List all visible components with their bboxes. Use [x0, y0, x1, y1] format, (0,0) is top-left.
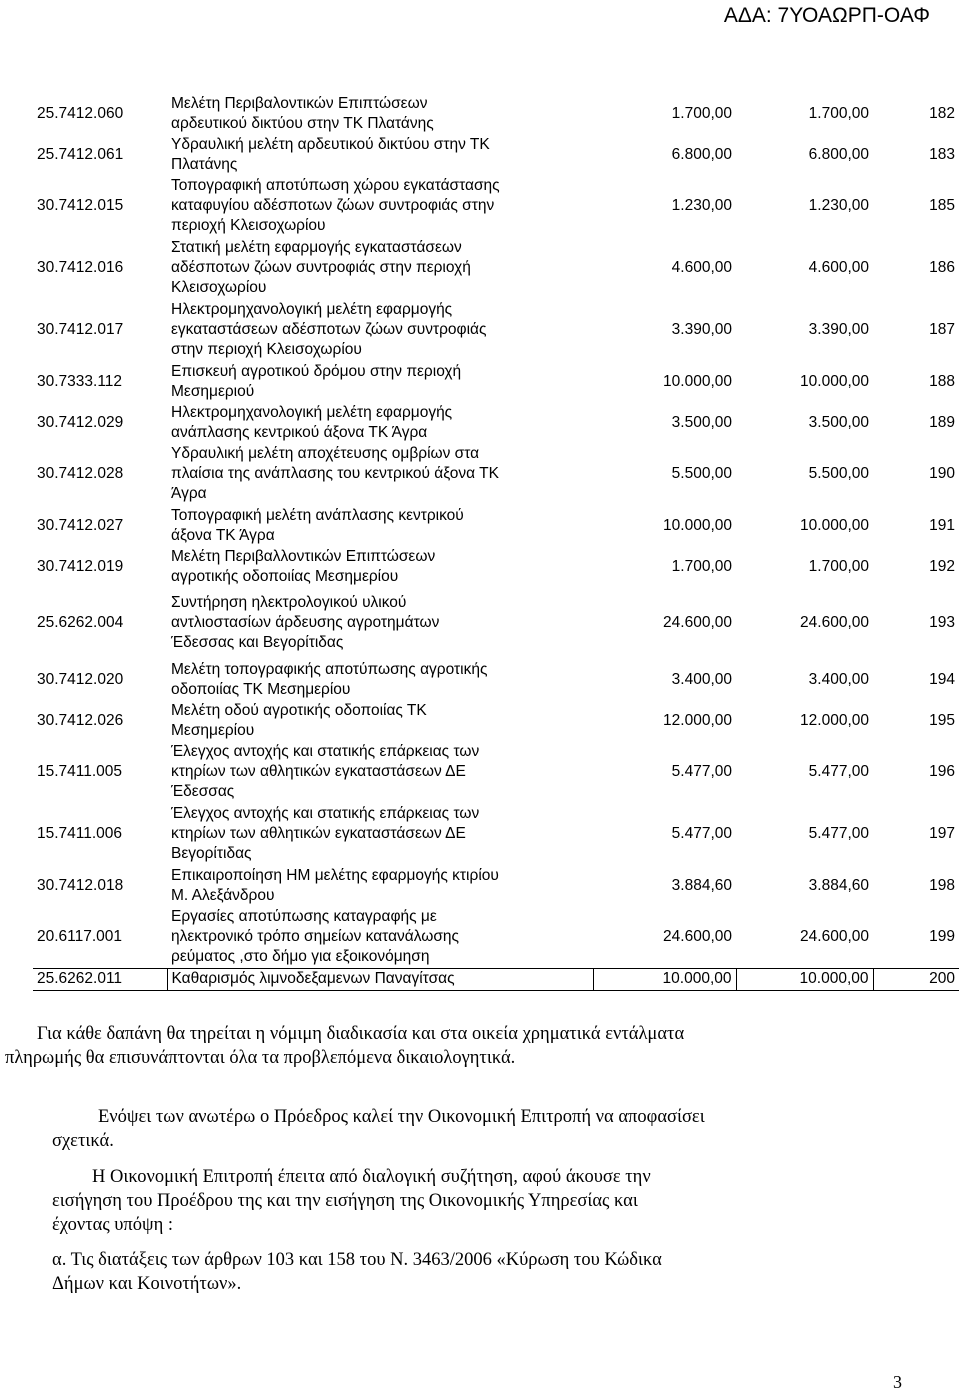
table-row	[33, 237, 959, 299]
description-line: Τοπογραφική αποτύπωση χώρου εγκατάστασης	[171, 177, 500, 194]
row-number: 187	[929, 321, 955, 338]
amount-cell: 5.477,00	[808, 825, 869, 842]
description-cell	[167, 906, 593, 968]
amount-cell: 10.000,00	[593, 968, 736, 990]
description-line: περιοχή Κλεισοχωρίου	[171, 217, 326, 234]
amount-cell: 10.000,00	[800, 372, 869, 390]
paragraph-president-call	[52, 1105, 910, 1153]
description-line: Τοπογραφική μελέτη ανάπλασης κεντρικού	[171, 506, 464, 524]
description-line: Στατική μελέτη εφαρμογής εγκαταστάσεων	[171, 239, 462, 256]
description-line: Εργασίες αποτύπωσης καταγραφής με	[171, 907, 437, 925]
description-line: Έδεσσας και Βεγορίτιδας	[171, 634, 344, 651]
account-code: 15.7411.005	[37, 763, 123, 780]
description-line: Επισκευή αγροτικού δρόμου στην περιοχή	[171, 362, 462, 380]
row-number: 195	[929, 711, 955, 729]
description-cell	[167, 803, 593, 865]
description-cell	[167, 175, 593, 237]
table-row	[33, 505, 959, 546]
paragraph-line: σχετικά.	[52, 1131, 114, 1151]
description-line: ηλεκτρονικό τρόπο σημείων κατανάλωσης	[171, 927, 460, 945]
account-code: 15.7411.006	[37, 825, 123, 842]
description-line: Κλεισοχωρίου	[171, 279, 267, 296]
row-number: 192	[929, 557, 955, 575]
description-line: Μεσημεριού	[171, 382, 255, 400]
description-line: Μελέτη οδού αγροτικής οδοποιίας ΤΚ	[171, 701, 427, 719]
description-cell	[167, 402, 593, 443]
description-line: αδέσποτων ζώων συντροφιάς στην περιοχή	[171, 259, 471, 276]
amount-cell: 3.884,60	[671, 876, 732, 894]
description-cell	[167, 93, 593, 134]
description-line: Μελέτη τοπογραφικής αποτύπωσης αγροτικής	[171, 660, 488, 678]
description-cell	[167, 443, 593, 505]
account-code: 30.7412.027	[37, 516, 124, 534]
account-code: 30.7412.018	[37, 876, 124, 894]
description-cell	[167, 659, 593, 700]
description-cell	[167, 546, 593, 587]
account-code: 30.7412.017	[37, 321, 124, 338]
amount-cell: 5.500,00	[671, 465, 732, 482]
amount-cell: 24.600,00	[663, 927, 732, 945]
amount-cell: 24.600,00	[663, 614, 732, 631]
paragraph-line: Η Οικονομική Επιτροπή έπειτα από διαλογική συζήτηση, αφού άκουσε την	[92, 1167, 651, 1187]
amount-cell: 10.000,00	[663, 372, 732, 390]
description-cell	[167, 299, 593, 361]
account-code: 30.7333.112	[37, 372, 123, 390]
amount-cell: 1.230,00	[671, 197, 732, 214]
paragraph-line: Για κάθε δαπάνη θα τηρείται η νόμιμη διαδικασία και στα οικεία χρηματικά εντάλματα	[37, 1024, 685, 1044]
amount-cell: 10.000,00	[663, 516, 732, 534]
amount-cell: 5.477,00	[671, 763, 732, 780]
amount-cell: 3.500,00	[671, 413, 732, 431]
account-code: 30.7412.026	[37, 711, 124, 729]
table-row	[33, 865, 959, 906]
row-number: 190	[929, 465, 955, 482]
row-number: 188	[929, 372, 955, 390]
table-row	[33, 93, 959, 134]
row-number: 193	[929, 614, 955, 631]
description-line: Βεγορίτιδας	[171, 845, 252, 862]
description-line: Έδεσσας	[171, 783, 235, 800]
amount-cell: 3.500,00	[808, 413, 869, 431]
amount-cell: 1.700,00	[808, 104, 869, 122]
description-line: Μ. Αλεξάνδρου	[171, 886, 275, 904]
table-row	[33, 299, 959, 361]
paragraph-committee-decision	[52, 1165, 910, 1237]
description-line: Συντήρηση ηλεκτρολογικού υλικού	[171, 594, 407, 611]
amount-cell: 5.477,00	[671, 825, 732, 842]
description-line: πλαίσια της ανάπλασης του κεντρικού άξονα ΤΚ	[171, 465, 499, 482]
description-line: κτηρίων των αθλητικών εγκαταστάσεων ΔΕ	[171, 763, 466, 780]
description-line: Επικαιροποίηση ΗΜ μελέτης εφαρμογής κτιρίου	[171, 866, 499, 884]
table-row	[33, 803, 959, 865]
amount-cell: 10.000,00	[800, 516, 869, 534]
account-code: 30.7412.028	[37, 465, 124, 482]
amount-cell: 3.884,60	[808, 876, 869, 894]
row-number: 194	[929, 670, 955, 688]
description-line: Άγρα	[171, 485, 207, 502]
description-line: Μελέτη Περιβαλλοντικών Επιπτώσεων	[171, 547, 436, 565]
account-code: 25.6262.004	[37, 614, 124, 631]
amount-cell: 1.700,00	[808, 557, 869, 575]
description-line: Καθαρισμός λιμνοδεξαμενων Παναγίτσας	[171, 970, 455, 987]
page-number: 3	[893, 1372, 902, 1392]
description-cell	[167, 587, 593, 659]
row-number: 197	[929, 825, 955, 842]
description-line: Έλεγχος αντοχής και στατικής επάρκειας των	[171, 743, 480, 760]
table-row	[33, 175, 959, 237]
table-row	[33, 906, 959, 968]
description-cell	[167, 968, 593, 990]
description-cell	[167, 741, 593, 803]
amount-cell: 10.000,00	[736, 968, 873, 990]
table-row	[33, 402, 959, 443]
row-number: 185	[929, 197, 955, 214]
table-row	[33, 700, 959, 741]
table-row	[33, 587, 959, 659]
description-line: Υδραυλική μελέτη αποχέτευσης ομβρίων στα	[171, 445, 480, 462]
account-code: 30.7412.015	[37, 197, 124, 214]
amount-cell: 4.600,00	[808, 259, 869, 276]
table-row	[33, 741, 959, 803]
account-code: 25.7412.061	[37, 145, 124, 163]
amount-cell: 6.800,00	[808, 145, 869, 163]
paragraph-line: Δήμων και Κοινοτήτων».	[52, 1274, 242, 1294]
description-line: αρδευτικού δικτύου στην ΤΚ Πλατάνης	[171, 114, 434, 132]
table-row	[33, 361, 959, 402]
row-number: 189	[929, 413, 955, 431]
budget-table	[33, 93, 959, 991]
amount-cell: 12.000,00	[663, 711, 732, 729]
description-line: Ηλεκτρομηχανολογική μελέτη εφαρμογής	[171, 403, 453, 421]
row-number: 196	[929, 763, 955, 780]
description-line: άξονα ΤΚ Άγρα	[171, 526, 275, 544]
description-cell	[167, 865, 593, 906]
row-number: 182	[929, 104, 955, 122]
amount-cell: 12.000,00	[800, 711, 869, 729]
account-code: 25.6262.011	[33, 968, 167, 990]
table-row	[33, 659, 959, 700]
ada-code: ΑΔΑ: 7ΥΟΑΩΡΠ-ΟΑΦ	[723, 4, 930, 27]
description-line: ανάπλασης κεντρικού άξονα ΤΚ Άγρα	[171, 423, 428, 441]
amount-cell: 5.477,00	[808, 763, 869, 780]
account-code: 30.7412.029	[37, 413, 124, 431]
paragraph-line: πληρωμής θα επισυνάπτονται όλα τα προβλεπόμενα δικαιολογητικά.	[5, 1048, 516, 1068]
description-line: καταφυγίου αδέσποτων ζώων συντροφιάς στην	[171, 197, 495, 214]
row-number: 200	[873, 968, 959, 990]
amount-cell: 24.600,00	[800, 927, 869, 945]
amount-cell: 1.700,00	[671, 557, 732, 575]
description-line: οδοποιίας ΤΚ Μεσημερίου	[171, 680, 351, 698]
amount-cell: 6.800,00	[671, 145, 732, 163]
description-cell	[167, 361, 593, 402]
row-number: 198	[929, 876, 955, 894]
account-code: 25.7412.060	[37, 104, 124, 122]
description-line: αγροτικής οδοποιίας Μεσημερίου	[171, 567, 399, 585]
description-line: εγκαταστάσεων αδέσποτων ζώων συντροφιάς	[171, 321, 487, 338]
description-line: Μελέτη Περιβαλοντικών Επιπτώσεων	[171, 94, 428, 112]
amount-cell: 3.400,00	[808, 670, 869, 688]
account-code: 30.7412.016	[37, 259, 124, 276]
table-row	[33, 443, 959, 505]
description-line: Υδραυλική μελέτη αρδευτικού δικτύου στην ΤΚ	[171, 135, 490, 153]
amount-cell: 3.390,00	[808, 321, 869, 338]
description-cell	[167, 134, 593, 175]
paragraph-payment-procedure	[5, 1022, 910, 1070]
description-line: κτηρίων των αθλητικών εγκαταστάσεων ΔΕ	[171, 825, 466, 842]
amount-cell: 3.400,00	[671, 670, 732, 688]
paragraph-line: Ενόψει των ανωτέρω ο Πρόεδρος καλεί την Οικονομική Επιτροπή να αποφασίσει	[98, 1107, 705, 1127]
description-line: ρεύματος ,στο δήμο για εξοικονόμηση	[171, 947, 430, 965]
description-line: Έλεγχος αντοχής και στατικής επάρκειας των	[171, 805, 480, 822]
account-code: 30.7412.020	[37, 670, 124, 688]
row-number: 186	[929, 259, 955, 276]
row-number: 183	[929, 145, 955, 163]
amount-cell: 1.700,00	[671, 104, 732, 122]
paragraph-line: έχοντας υπόψη :	[52, 1215, 174, 1235]
description-cell	[167, 505, 593, 546]
amount-cell: 4.600,00	[671, 259, 732, 276]
description-cell	[167, 700, 593, 741]
table-row	[33, 134, 959, 175]
description-line: Πλατάνης	[171, 155, 238, 173]
account-code: 30.7412.019	[37, 557, 124, 575]
amount-cell: 5.500,00	[808, 465, 869, 482]
description-line: αντλιοστασίων άρδευσης αγροτημάτων	[171, 614, 440, 631]
description-line: Ηλεκτρομηχανολογική μελέτη εφαρμογής	[171, 301, 453, 318]
description-line: Μεσημερίου	[171, 721, 255, 739]
paragraph-line: εισήγηση του Προέδρου της και την εισήγηση της Οικονομικής Υπηρεσίας και	[52, 1191, 638, 1211]
paragraph-line: α. Τις διατάξεις των άρθρων 103 και 158 του Ν. 3463/2006 «Κύρωση του Κώδικα	[52, 1250, 662, 1270]
amount-cell: 3.390,00	[671, 321, 732, 338]
table-row	[33, 546, 959, 587]
table-row	[33, 968, 959, 990]
row-number: 191	[929, 516, 955, 534]
amount-cell: 1.230,00	[808, 197, 869, 214]
account-code: 20.6117.001	[37, 927, 123, 945]
paragraph-law-provisions	[52, 1248, 910, 1296]
row-number: 199	[929, 927, 955, 945]
description-cell	[167, 237, 593, 299]
amount-cell: 24.600,00	[800, 614, 869, 631]
description-line: στην περιοχή Κλεισοχωρίου	[171, 341, 362, 358]
budget-table-body	[33, 93, 959, 990]
